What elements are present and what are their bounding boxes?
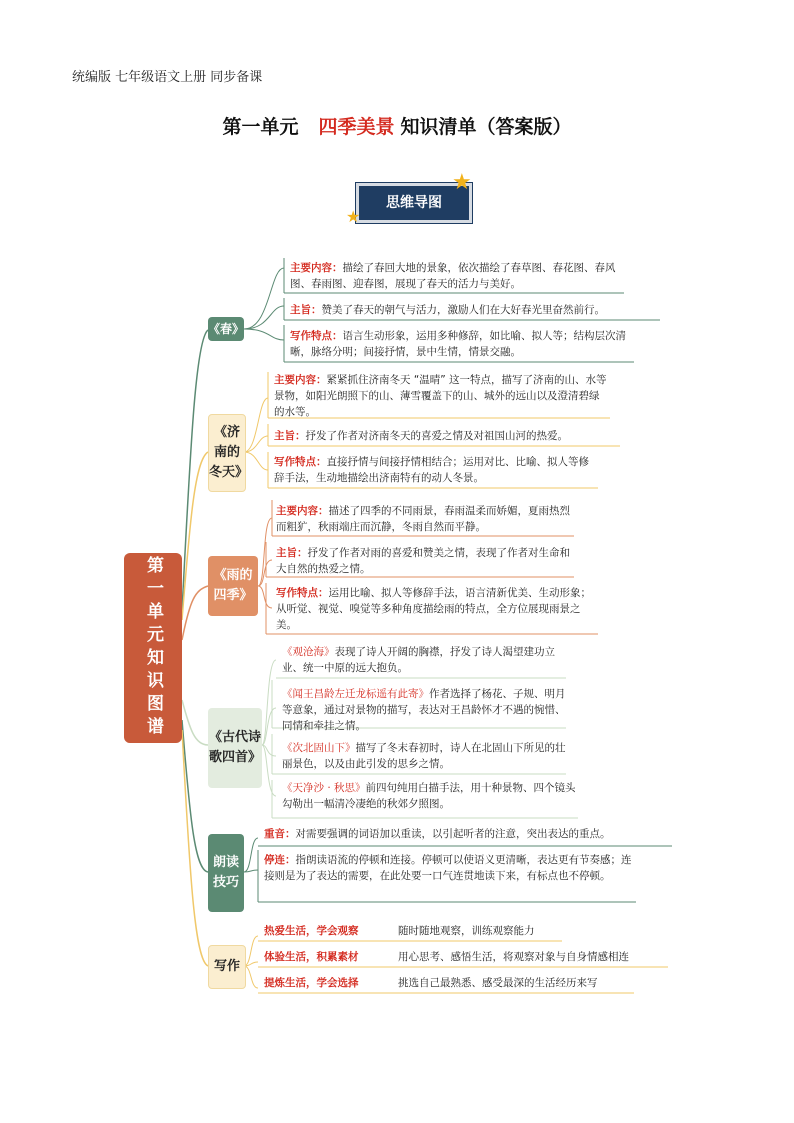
- star-icon: ★: [452, 170, 472, 195]
- leaf-langdu-pause: 停连：指朗读语流的停顿和连接。停顿可以使语义更清晰，表达更有节奏感；连接则是为了表达的需要，在此处要一口气连贯地读下来，有标点也不停顿。: [264, 854, 632, 882]
- leaf-yu-feature: 写作特点：运用比喻、拟人等修辞手法，语言清新优美、生动形象；从听觉、视觉、嗅觉等多种角度描绘雨的特点，全方位展现雨景之美。: [276, 587, 591, 631]
- leaf-shi-2: 《闻王昌龄左迁龙标遥有此寄》作者选择了杨花、子规、明月等意象，通过对景物的描写，表达对王昌龄怀才不遇的惋惜、同情和牵挂之情。: [282, 688, 566, 732]
- leaf-chun-theme: 主旨：赞美了春天的朝气与活力，激励人们在大好春光里奋然前行。: [290, 304, 605, 316]
- leaf-xiezuo-1-text: 随时随地观察，训练观察能力: [398, 925, 535, 937]
- leaf-yu-content: 主要内容：描述了四季的不同雨景，春雨温柔而娇媚，夏雨热烈而粗犷，秋雨端庄而沉静，冬雨自然而平静。: [276, 505, 570, 533]
- leaf-chun-feature: 写作特点：语言生动形象，运用多种修辞，如比喻、拟人等；结构层次清晰，脉络分明；间接抒情，景中生情，情景交融。: [290, 330, 626, 358]
- branch-jinan: 《济南的冬天》: [208, 414, 246, 492]
- leaf-langdu-stress: 重音：对需要强调的词语加以重读，以引起听者的注意，突出表达的重点。: [264, 828, 611, 840]
- leaf-xiezuo-2-text: 用心思考、感悟生活，将观察对象与自身情感相连: [398, 951, 629, 963]
- leaf-shi-3: 《次北固山下》描写了冬末春初时，诗人在北固山下所见的壮丽景色，以及由此引发的思乡之情。: [282, 742, 566, 770]
- branch-yu: 《雨的四季》: [208, 556, 258, 616]
- leaf-shi-1: 《观沧海》表现了诗人开阔的胸襟，抒发了诗人渴望建功立业、统一中原的远大抱负。: [282, 646, 555, 674]
- branch-langdu: 朗读技巧: [208, 834, 244, 912]
- series-label: 统编版 七年级语文上册 同步备课: [72, 70, 263, 85]
- title-suffix: 知识清单（答案版）: [400, 116, 572, 138]
- leaf-jinan-content: 主要内容：紧紧抓住济南冬天 “温晴” 这一特点，描写了济南的山、水等景物，如阳光朗照下的山、薄雪覆盖下的山、城外的远山以及澄清碧绿的水等。: [274, 374, 607, 418]
- title-highlight: 四季美景: [318, 116, 395, 138]
- title-prefix: 第一单元: [222, 116, 299, 138]
- leaf-yu-theme: 主旨：抒发了作者对雨的喜爱和赞美之情，表现了作者对生命和大自然的热爱之情。: [276, 547, 570, 575]
- leaf-jinan-theme: 主旨：抒发了作者对济南冬天的喜爱之情及对祖国山河的热爱。: [274, 430, 568, 442]
- root-node: 第一单元知识图谱: [124, 553, 182, 743]
- branch-xiezuo: 写作: [208, 945, 246, 989]
- leaf-jinan-feature: 写作特点：直接抒情与间接抒情相结合；运用对比、比喻、拟人等修辞手法，生动地描绘出济南特有的动人冬景。: [274, 456, 589, 484]
- branch-chun: 《春》: [208, 317, 244, 341]
- star-icon: ★: [346, 207, 361, 226]
- leaf-xiezuo-1-key: 热爱生活，学会观察: [264, 925, 359, 937]
- leaf-shi-4: 《天净沙 · 秋思》前四句纯用白描手法，用十种景物、四个镜头勾勒出一幅清冷凄绝的秋郊夕照图。: [282, 782, 576, 810]
- leaf-xiezuo-3-key: 提炼生活，学会选择: [264, 977, 359, 989]
- leaf-xiezuo-2-key: 体验生活，积累素材: [264, 951, 359, 963]
- leaf-chun-content: 主要内容：描绘了春回大地的景象，依次描绘了春草图、春花图、春风图、春雨图、迎春图，展现了春天的活力与美好。: [290, 262, 616, 290]
- branch-shi: 《古代诗歌四首》: [208, 708, 262, 788]
- leaf-xiezuo-3-text: 挑选自己最熟悉、感受最深的生活经历来写: [398, 977, 598, 989]
- mindmap-badge: 思维导图: [356, 183, 472, 223]
